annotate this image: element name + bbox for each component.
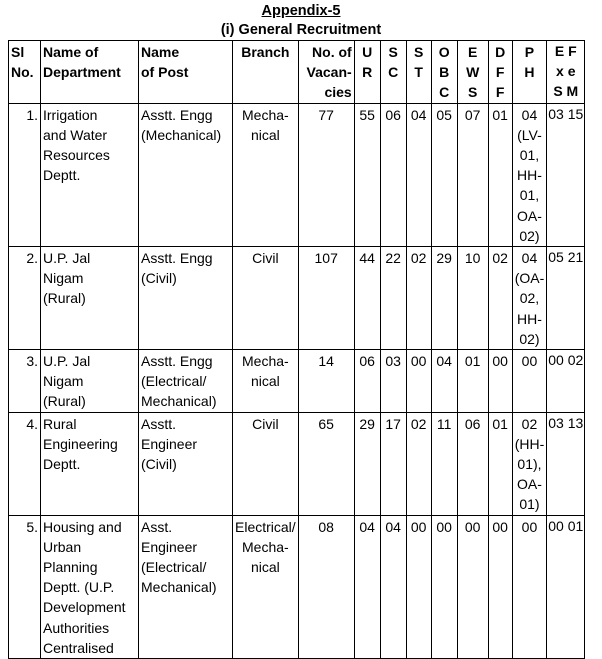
table-row — [9, 412, 585, 515]
header-ews: E W S — [457, 41, 488, 104]
table-row — [9, 103, 585, 246]
cell-ur: 04 — [354, 515, 380, 658]
cell-exsm: 05 21 — [547, 247, 585, 350]
cell-exsm: 03 15 — [547, 103, 585, 246]
cell-vacancies: 65 — [298, 412, 354, 515]
cell-dff: 01 — [488, 103, 512, 246]
cell-vacancies: 107 — [298, 247, 354, 350]
cell-vacancies: 77 — [298, 103, 354, 246]
cell-st: 02 — [406, 247, 431, 350]
cell-branch: Mecha- nical — [233, 350, 299, 413]
cell-sc: 04 — [380, 515, 406, 658]
header-exsm: E F x e S M — [547, 41, 585, 104]
cell-obc: 11 — [431, 412, 457, 515]
cell-post: Asstt. Engg (Mechanical) — [139, 103, 233, 246]
table-row — [9, 515, 585, 658]
header-ur: U R — [354, 41, 380, 104]
table-row — [9, 247, 585, 350]
cell-department: Irrigation and Water Resources Deptt. — [41, 103, 139, 246]
cell-sl: 5. — [9, 515, 41, 658]
header-branch: Branch — [233, 41, 299, 104]
appendix-title: Appendix-5 — [261, 3, 341, 19]
cell-branch: Civil — [233, 412, 299, 515]
header-st: S T — [406, 41, 431, 104]
cell-obc: 05 — [431, 103, 457, 246]
cell-exsm: 03 13 — [547, 412, 585, 515]
cell-ews: 10 — [457, 247, 488, 350]
section-subtitle: (i) General Recruitment — [220, 22, 382, 38]
header-obc: O B C — [431, 41, 457, 104]
recruitment-table — [8, 40, 585, 659]
cell-ph: 00 — [512, 350, 547, 413]
header-sc: S C — [380, 41, 406, 104]
cell-ews: 00 — [457, 515, 488, 658]
cell-ews: 06 — [457, 412, 488, 515]
header-post: Name of Post — [139, 41, 233, 104]
header-vacancies: No. of Vacan- cies — [298, 41, 354, 104]
cell-ur: 55 — [354, 103, 380, 246]
cell-dff: 01 — [488, 412, 512, 515]
cell-sc: 03 — [380, 350, 406, 413]
cell-dff: 00 — [488, 350, 512, 413]
cell-sl: 3. — [9, 350, 41, 413]
cell-sl: 4. — [9, 412, 41, 515]
cell-department: Rural Engineering Deptt. — [41, 412, 139, 515]
header-ph: P H — [512, 41, 547, 104]
cell-exsm: 00 01 — [547, 515, 585, 658]
cell-post: Asstt. Engineer (Civil) — [139, 412, 233, 515]
cell-ph: 04 (LV- 01, HH- 01, OA- 02) — [512, 103, 547, 246]
cell-ph: 00 — [512, 515, 547, 658]
cell-dff: 02 — [488, 247, 512, 350]
cell-ph: 02 (HH- 01), OA- 01) — [512, 412, 547, 515]
cell-ews: 07 — [457, 103, 488, 246]
cell-post: Asstt. Engg (Civil) — [139, 247, 233, 350]
cell-sl: 2. — [9, 247, 41, 350]
cell-st: 04 — [406, 103, 431, 246]
cell-obc: 00 — [431, 515, 457, 658]
cell-branch: Mecha- nical — [233, 103, 299, 246]
cell-branch: Electrical/ Mecha- nical — [233, 515, 299, 658]
table-body — [9, 103, 585, 658]
cell-branch: Civil — [233, 247, 299, 350]
cell-ews: 01 — [457, 350, 488, 413]
cell-department: Housing and Urban Planning Deptt. (U.P. Development Authorities Centralised — [41, 515, 139, 658]
cell-sc: 06 — [380, 103, 406, 246]
header-sl: Sl No. — [9, 41, 41, 104]
cell-ur: 44 — [354, 247, 380, 350]
table-row — [9, 350, 585, 413]
cell-obc: 29 — [431, 247, 457, 350]
cell-post: Asstt. Engg (Electrical/ Mechanical) — [139, 350, 233, 413]
cell-st: 00 — [406, 515, 431, 658]
cell-vacancies: 08 — [298, 515, 354, 658]
cell-sc: 22 — [380, 247, 406, 350]
cell-department: U.P. Jal Nigam (Rural) — [41, 247, 139, 350]
cell-department: U.P. Jal Nigam (Rural) — [41, 350, 139, 413]
cell-exsm: 00 02 — [547, 350, 585, 413]
header-dff: D F F — [488, 41, 512, 104]
cell-sc: 17 — [380, 412, 406, 515]
cell-ph: 04 (OA- 02, HH- 02) — [512, 247, 547, 350]
cell-ur: 29 — [354, 412, 380, 515]
cell-sl: 1. — [9, 103, 41, 246]
header-department: Name of Department — [41, 41, 139, 104]
cell-obc: 04 — [431, 350, 457, 413]
cell-dff: 00 — [488, 515, 512, 658]
cell-ur: 06 — [354, 350, 380, 413]
header-row — [9, 41, 585, 104]
cell-st: 02 — [406, 412, 431, 515]
cell-st: 00 — [406, 350, 431, 413]
cell-vacancies: 14 — [298, 350, 354, 413]
cell-post: Asst. Engineer (Electrical/ Mechanical) — [139, 515, 233, 658]
